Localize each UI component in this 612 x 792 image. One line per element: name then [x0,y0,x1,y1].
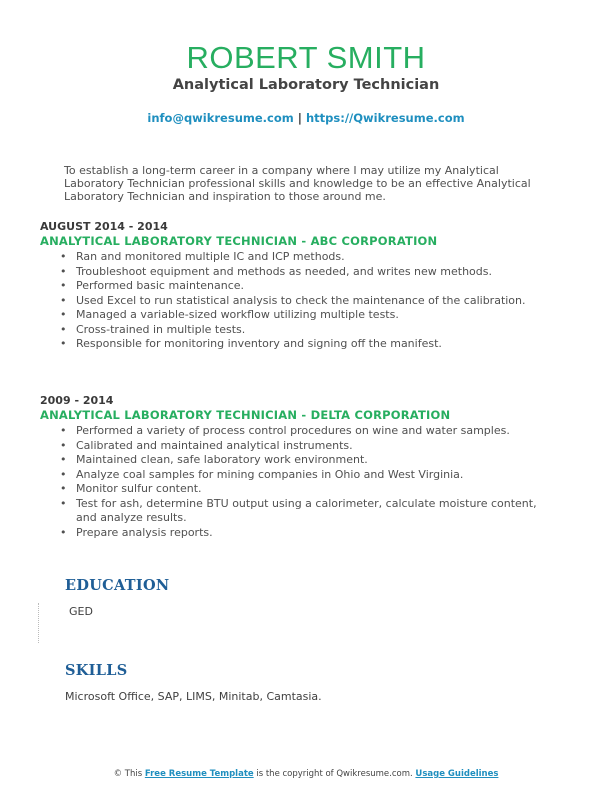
list-item: • Maintained clean, safe laboratory work environment. [40,453,540,468]
list-item: • Performed a variety of process control procedures on wine and water samples. [40,424,540,439]
list-item: • Analyze coal samples for mining companies in Ohio and West Virginia. [40,468,540,483]
job-bullets [40,250,540,352]
job-bullets [40,424,540,540]
footer-prefix: © This [113,769,143,779]
list-item: • Test for ash, determine BTU output using a calorimeter, calculate moisture content, and analyze results. [40,497,540,526]
free-resume-template-link[interactable]: Free Resume Template [144,769,254,779]
list-item: • Performed basic maintenance. [40,279,540,294]
skills-heading: SKILLS [65,662,128,679]
career-summary: To establish a long-term career in a company where I may utilize my Analytical Laboratory Technician professional skills and knowledge to be an effective Analytical Laboratory Technician and inspiration to those around me. [64,164,531,203]
skills-text: Microsoft Office, SAP, LIMS, Minitab, Camtasia. [65,690,322,703]
footer-copyright: is the copyright of Qwikresume.com. [256,769,413,779]
job-title: ANALYTICAL LABORATORY TECHNICIAN - ABC CORPORATION [40,234,438,248]
experience-entry-1 [40,220,540,352]
usage-guidelines-link[interactable]: Usage Guidelines [415,769,499,779]
list-item: • Troubleshoot equipment and methods as needed, and writes new methods. [40,265,540,280]
list-item: • Cross-trained in multiple tests. [40,323,540,338]
experience-entry-2 [40,394,540,540]
list-item: • Calibrated and maintained analytical instruments. [40,439,540,454]
job-title: ANALYTICAL LABORATORY TECHNICIAN - DELTA CORPORATION [40,408,451,422]
education-heading: EDUCATION [65,577,170,594]
education-text: GED [69,605,93,618]
list-item: • Monitor sulfur content. [40,482,540,497]
list-item: • Ran and monitored multiple IC and ICP methods. [40,250,540,265]
contact-separator: | [297,111,302,125]
list-item: • Managed a variable-sized workflow utilizing multiple tests. [40,308,540,323]
job-date: 2009 - 2014 [40,394,114,407]
email-link[interactable]: info@qwikresume.com [147,111,294,125]
candidate-name: ROBERT SMITH [186,40,426,75]
education-divider [38,603,39,643]
job-date: AUGUST 2014 - 2014 [40,220,168,233]
job-title-heading: Analytical Laboratory Technician [172,77,440,93]
contact-line [0,111,612,125]
list-item: • Used Excel to run statistical analysis to check the maintenance of the calibration. [40,294,540,309]
website-link[interactable]: https://Qwikresume.com [305,111,465,125]
list-item: • Prepare analysis reports. [40,526,540,541]
list-item: • Responsible for monitoring inventory and signing off the manifest. [40,337,540,352]
footer [0,769,612,779]
